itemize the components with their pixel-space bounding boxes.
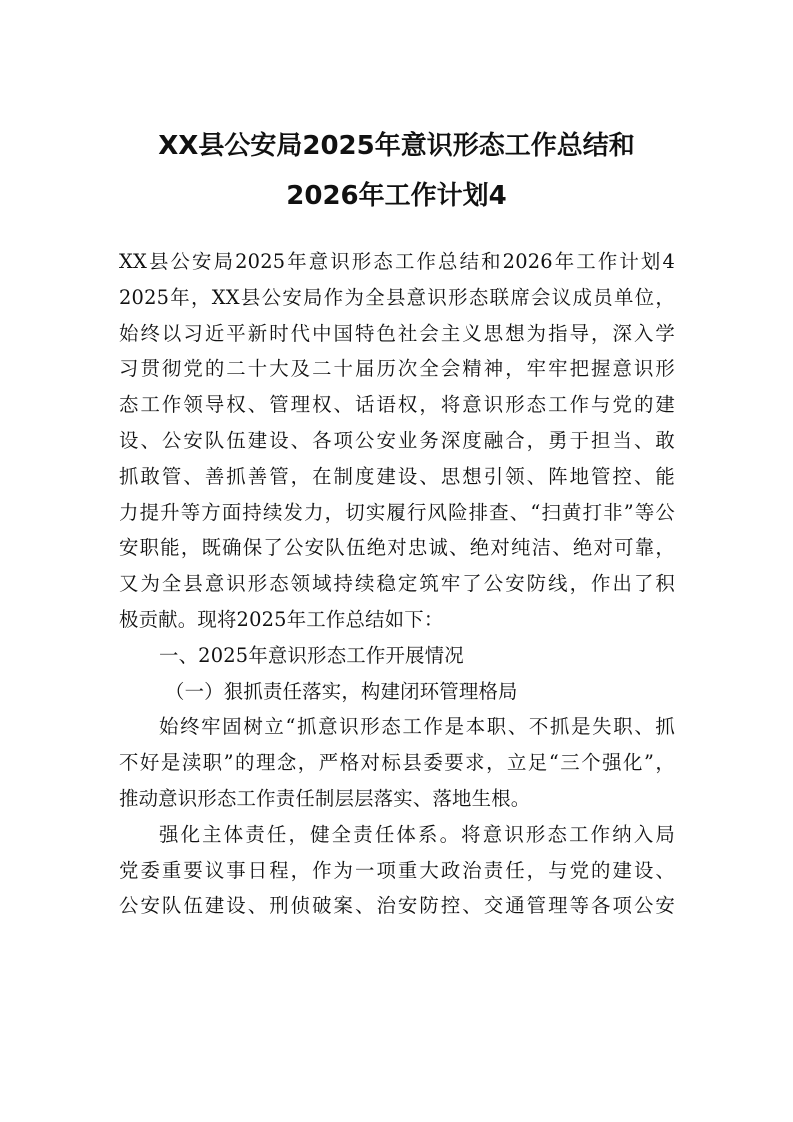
body-line: 2025年，XX县公安局作为全县意识形态联席会议成员单位， <box>119 285 675 309</box>
body-line: 态工作领导权、管理权、话语权，将意识形态工作与党的建 <box>119 393 675 417</box>
document-title-line-2: 2026年工作计划4 <box>286 181 507 211</box>
body-line: 力提升等方面持续发力，切实履行风险排查、“扫黄打非”等公 <box>119 500 675 524</box>
body-line: 安职能，既确保了公安队伍绝对忠诚、绝对纯洁、绝对可靠， <box>119 536 675 560</box>
body-line: 设、公安队伍建设、各项公安业务深度融合，勇于担当、敢 <box>119 428 675 452</box>
document-body <box>119 244 675 924</box>
document-title-line-1: XX县公安局2025年意识形态工作总结和 <box>158 131 635 161</box>
body-line: 党委重要议事日程，作为一项重大政治责任，与党的建设、 <box>119 858 675 882</box>
section-heading: 一、2025年意识形态工作开展情况 <box>159 643 464 667</box>
body-line: 公安队伍建设、刑侦破案、治安防控、交通管理等各项公安 <box>119 894 675 918</box>
body-line: 习贯彻党的二十大及二十届历次全会精神，牢牢把握意识形 <box>119 357 675 381</box>
body-line: XX县公安局2025年意识形态工作总结和2026年工作计划4 <box>119 250 675 273</box>
body-line: 强化主体责任，健全责任体系。将意识形态工作纳入局 <box>159 822 675 846</box>
body-line: 极贡献。现将2025年工作总结如下： <box>119 607 444 631</box>
body-line: 推动意识形态工作责任制层层落实、落地生根。 <box>119 786 531 810</box>
body-line: 始终牢固树立“抓意识形态工作是本职、不抓是失职、抓 <box>159 715 675 739</box>
body-line: 抓敢管、善抓善管，在制度建设、思想引领、阵地管控、能 <box>119 464 675 488</box>
body-line: 不好是渎职”的理念，严格对标县委要求，立足“三个强化”， <box>119 751 675 775</box>
body-line: 又为全县意识形态领域持续稳定筑牢了公安防线，作出了积 <box>119 572 675 596</box>
body-line: 始终以习近平新时代中国特色社会主义思想为指导，深入学 <box>119 321 675 345</box>
subsection-heading: （一）狠抓责任落实，构建闭环管理格局 <box>165 679 518 703</box>
